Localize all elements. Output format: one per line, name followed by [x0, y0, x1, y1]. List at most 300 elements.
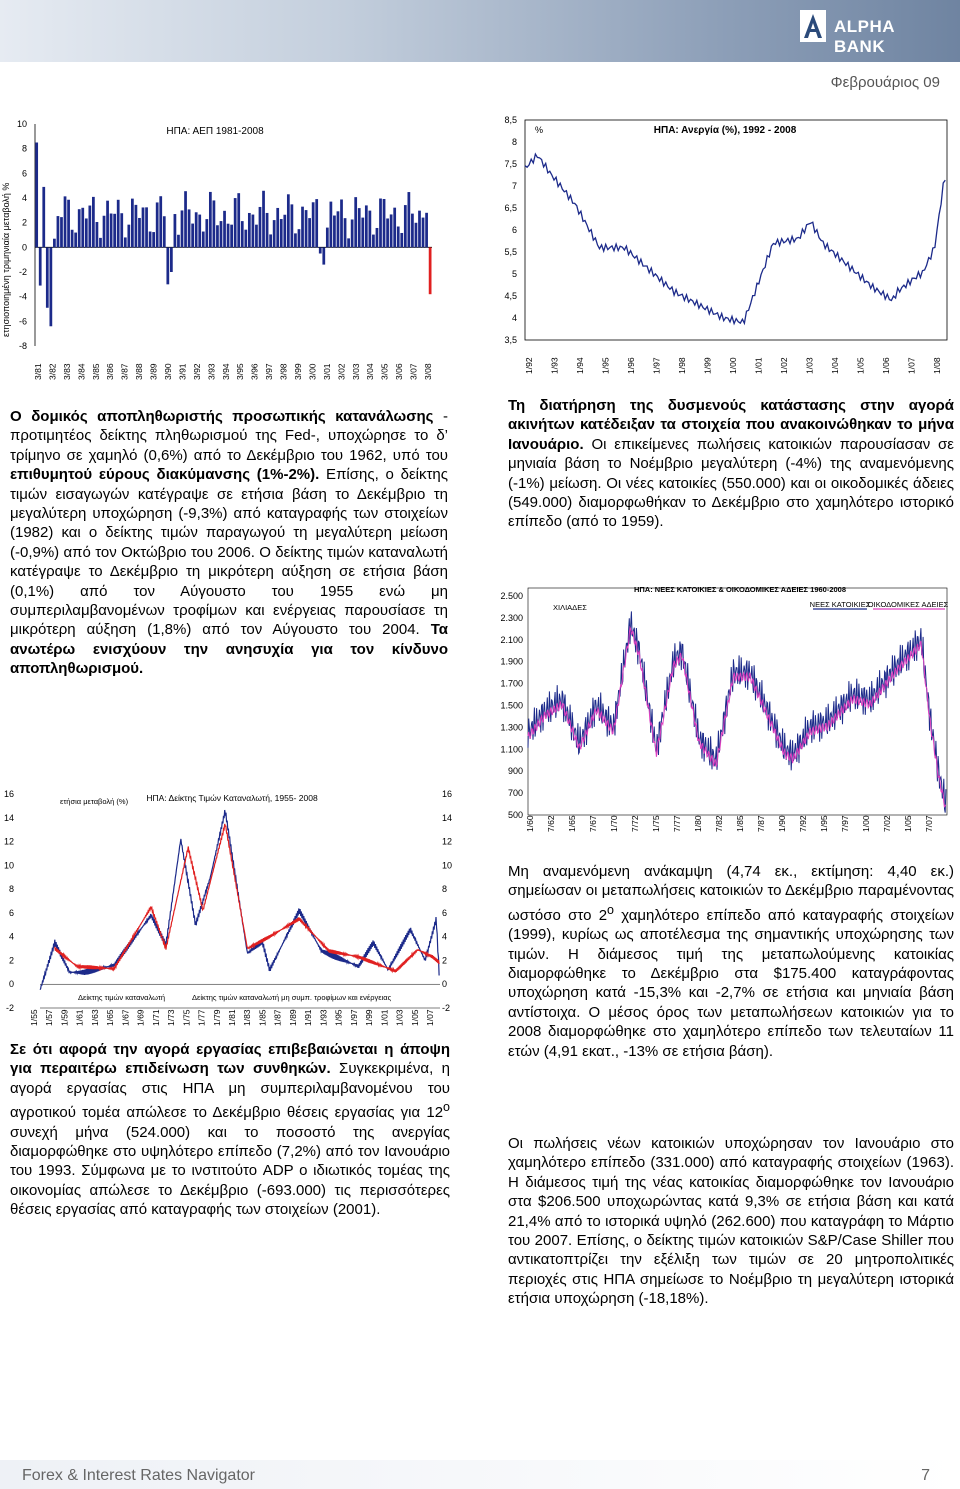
cpi-y-tick-left: 4 [8, 931, 14, 942]
cpi-y-tick-left: 6 [8, 907, 14, 918]
gdp-x-tick: 3/00 [307, 363, 318, 380]
unemp-y-tick: 5,5 [504, 247, 517, 257]
unemp-y-tick: 4 [511, 313, 517, 323]
gdp-x-tick: 3/03 [350, 363, 361, 380]
cpi-x-tick: 1/85 [257, 1009, 268, 1026]
gdp-x-tick: 3/91 [177, 363, 188, 380]
gdp-bar [188, 209, 191, 247]
cpi-y-tick-left: 2 [8, 955, 14, 966]
gdp-x-tick: 3/08 [423, 363, 433, 380]
gdp-x-tick: 3/01 [321, 363, 332, 380]
unemp-x-tick: 1/04 [830, 357, 840, 374]
housing-y-tick: 1.500 [500, 700, 523, 711]
gdp-bar [103, 216, 106, 248]
gdp-bar [393, 208, 396, 248]
gdp-bar [60, 217, 63, 247]
gdp-bar [152, 232, 155, 247]
gdp-bar [135, 205, 138, 247]
gdp-x-tick: 3/81 [33, 363, 43, 380]
gdp-bar [287, 194, 290, 247]
gdp-y-tick: 6 [21, 168, 27, 179]
gdp-bar [49, 247, 52, 326]
gdp-bar [322, 247, 325, 264]
housing-y-tick: 2.500 [500, 591, 523, 601]
cpi-x-tick: 1/63 [89, 1009, 100, 1026]
gdp-bar [372, 235, 375, 248]
unemp-x-tick: 1/00 [728, 357, 738, 374]
housing-x-tick: 7/62 [546, 815, 556, 832]
gdp-x-tick: 3/98 [278, 363, 289, 380]
gdp-title: ΗΠΑ: ΑΕΠ 1981-2008 [166, 126, 264, 137]
gdp-bar [166, 247, 169, 284]
gdp-bar [400, 233, 403, 247]
housing-x-tick: 7/82 [714, 815, 724, 832]
gdp-x-tick: 3/82 [47, 363, 58, 380]
gdp-y-tick: 10 [16, 119, 27, 129]
gdp-bar [138, 218, 141, 247]
gdp-bar [64, 196, 67, 247]
gdp-bar [209, 192, 212, 247]
gdp-x-tick: 3/99 [293, 363, 303, 380]
cpi-legend-headline: Δείκτης τιμών καταναλωτή [78, 993, 166, 1002]
p2-text-1: Οι επικείμενες πωλήσεις κατοικιών παρουσίασαν σε μηνιαία βάση το Νοέμβριο μεγαλύτερη (-4%) της αναμενόμενης (-1%) μείωση. Οι νέες κατοικίες (550.000) και οι οικοδομικές άδειες (549.000) διαμορφωθήκαν το Δεκέμβριο στο χαμηλότερο ιστορικό επίπεδο (από το 1959). [508, 435, 954, 531]
gdp-x-tick: 3/85 [90, 363, 101, 380]
report-date: Φεβρουάριος 09 [830, 74, 940, 91]
gdp-y-tick: -8 [18, 341, 27, 351]
gdp-bar [191, 224, 194, 248]
housing-x-tick: 1/80 [693, 815, 703, 832]
housing-frame [528, 588, 947, 815]
gdp-bar [255, 225, 258, 248]
cpi-y-tick-left: 12 [3, 836, 14, 847]
gdp-bar [315, 199, 318, 247]
cpi-x-tick: 1/97 [348, 1009, 359, 1026]
gdp-bar [131, 199, 134, 248]
cpi-x-tick: 1/91 [303, 1009, 314, 1026]
gdp-bar [376, 228, 379, 247]
cpi-x-tick: 1/03 [394, 1009, 405, 1026]
cpi-x-tick: 1/89 [287, 1009, 298, 1026]
housing-legend-permits: ΟΙΚΟΔΟΜΙΚΕΣ ΑΔΕΙΕΣ [867, 600, 949, 609]
gdp-bar [170, 247, 173, 272]
cpi-y-tick-right: 0 [442, 979, 448, 990]
gdp-bar [273, 220, 276, 247]
housing-y-tick: 700 [507, 788, 523, 799]
unemp-y-tick: 4,5 [504, 291, 517, 301]
housing-x-tick: 1/85 [735, 815, 745, 832]
p4-text-1: Μη αναμενόμενη ανάκαμψη (4,74 εκ., εκτίμηση: 4,40 εκ.) σημείωσαν οι μεταπωλήσεις κατοικιών το Δεκέμβριο παραμένοντας ωστόσο στο 2 [508, 863, 954, 924]
housing-x-tick: 1/05 [903, 815, 913, 832]
gdp-x-tick: 3/04 [365, 363, 376, 380]
gdp-x-tick: 3/07 [408, 363, 419, 380]
housing-y-tick: 1.300 [500, 722, 523, 733]
gdp-bar [407, 192, 410, 247]
gdp-bar [57, 216, 60, 247]
cpi-y-tick-right: 10 [442, 860, 453, 871]
gdp-y-tick: 2 [21, 217, 27, 228]
cpi-y-tick-right: 12 [442, 836, 453, 847]
housing-x-tick: 1/70 [609, 815, 619, 832]
unemp-unit: % [535, 125, 544, 135]
housing-y-tick: 2.100 [500, 634, 523, 645]
p5-text-1: Οι πωλήσεις νέων κατοικιών υποχώρησαν τον Ιανουάριο στο χαμηλότερο επίπεδο (331.000) από καταγραφής στοιχείων (1963). Η διάμεσος τιμή της νέας κατοικίας διαμορφώθηκε τον Ιανουάριο στα $206.500 υποχωρώντας κατά 9,3% σε ετήσια βάση και κατά 21,4% από το ιστορικά υψηλό (262.600) που καταγράφη το Μάρτιο του 2007. Επίσης, ο δείκτης τιμών κατοικιών S&P/Case Shiller που αντικατοπτρίζει την εξέλιξη των τιμών σε 20 μητροπολιτικές περιοχές στις ΗΠΑ σημείωσε το Νοέμβριο τη μεγαλύτερη ιστορικά ετήσια υποχώρηση (-18,18%). [508, 1135, 954, 1308]
gdp-x-tick: 3/97 [264, 363, 275, 380]
gdp-bar [159, 196, 162, 247]
gdp-bar [347, 238, 350, 247]
alpha-logo-icon [800, 10, 826, 42]
unemp-x-tick: 1/06 [881, 357, 891, 374]
unemp-x-tick: 1/99 [702, 357, 713, 374]
p2-bold-1: Τη διατήρηση της δυσμενούς κατάστασης στην αγορά ακινήτων κατέδειξαν τα στοιχεία που ανακοινώθηκαν το μήνα Ιανουάριο. [508, 397, 954, 453]
unemp-x-tick: 1/93 [549, 357, 560, 374]
cpi-x-tick: 1/69 [135, 1009, 146, 1026]
gdp-bar [145, 207, 148, 247]
gdp-bar [213, 200, 216, 247]
housing-y-tick: 1.100 [500, 744, 523, 755]
gdp-bar [127, 225, 130, 248]
gdp-bar [425, 213, 428, 248]
housing-x-tick: 7/92 [798, 815, 808, 832]
gdp-bar [259, 207, 262, 247]
unemployment-chart [495, 112, 955, 392]
cpi-x-tick: 1/87 [272, 1009, 283, 1026]
gdp-bar [252, 215, 255, 248]
housing-x-tick: 7/02 [882, 815, 892, 832]
cpi-x-tick: 1/67 [120, 1009, 131, 1026]
gdp-bar [85, 218, 88, 247]
cpi-chart [0, 784, 460, 1029]
gdp-bar [383, 199, 386, 247]
gdp-bar [92, 197, 95, 247]
gdp-bar [53, 239, 56, 248]
cpi-y-tick-right: 6 [442, 907, 448, 918]
cpi-x-tick: 1/99 [364, 1009, 375, 1026]
p1-text-2: Επίσης, ο δείκτης τιμών εισαγωγών κατέγραψε σε ετήσια βάση το Δεκέμβριο τη μεγαλύτερη υποχώρηση (-9,3%) από καταγραφής των στοιχείων (1982) και ο δείκτης τιμών παραγωγού τη μεγαλύτερη μείωση (-0,9%) από τον Οκτώβριο του 2006. Ο δείκτης τιμών καταναλωτή κατέγραψε το Δεκέμβριο τη μικρότερη αύξηση σε ετήσια βάση (0,1%) από τον Αύγουστο του 1955 ενώ μη συμπεριλαμβανομένων τροφίμων και ενέργειας παρουσίασε τη μικρότερη αύξηση (1,8%) από τον Αύγουστο του 2004. [10, 466, 448, 639]
cpi-y-tick-right: 16 [442, 789, 453, 799]
housing-x-tick: 7/77 [672, 815, 682, 832]
unemp-x-tick: 1/07 [906, 357, 917, 374]
gdp-bar [308, 218, 311, 247]
gdp-bar [42, 187, 45, 247]
gdp-bar [106, 201, 109, 248]
paragraph-new-homes [508, 1134, 954, 1309]
gdp-bar [312, 202, 315, 247]
cpi-x-tick: 1/77 [196, 1009, 207, 1026]
unemp-x-tick: 1/98 [677, 357, 687, 374]
unemp-y-tick: 6,5 [504, 203, 517, 213]
gdp-bar [234, 198, 237, 247]
cpi-x-tick: 1/81 [227, 1009, 237, 1026]
gdp-y-tick: -2 [18, 267, 27, 277]
gdp-bar [266, 213, 269, 247]
gdp-bar [223, 211, 226, 248]
housing-x-tick: 7/87 [756, 815, 766, 832]
gdp-bar [340, 199, 343, 247]
gdp-x-tick: 3/96 [249, 363, 260, 380]
gdp-bar [411, 214, 414, 248]
gdp-bar [113, 214, 116, 248]
cpi-title: ΗΠΑ: Δείκτης Τιμών Καταναλωτή, 1955- 2008 [146, 793, 318, 803]
gdp-bar [404, 205, 407, 247]
housing-new-homes-line [528, 611, 946, 812]
gdp-bar [390, 214, 393, 247]
p3-sup: ο [443, 1100, 450, 1115]
housing-x-tick: 7/72 [630, 815, 640, 832]
gdp-bar [294, 233, 297, 247]
gdp-x-tick: 3/88 [134, 363, 145, 380]
gdp-y-tick: 8 [21, 143, 27, 154]
cpi-y-tick-right: 2 [442, 955, 448, 966]
cpi-y-tick-right: 14 [442, 812, 453, 823]
housing-x-tick: 7/67 [588, 815, 598, 832]
cpi-x-tick: 1/93 [318, 1009, 329, 1026]
unemp-y-tick: 6 [511, 225, 517, 235]
brand-name: ALPHA BANK [834, 17, 895, 56]
gdp-bar [337, 211, 340, 247]
gdp-bar [361, 218, 364, 248]
housing-x-tick: 1/00 [861, 815, 871, 832]
cpi-x-tick: 1/55 [29, 1009, 39, 1026]
p3-text-1: Συγκεκριμένα, η αγορά εργασίας στις ΗΠΑ μη συμπεριλαμβανομένου του αγροτικού τομέα απώλεσε το Δεκέμβριο θέσεις εργασίας για 12 [10, 1060, 450, 1122]
cpi-y-tick-left: 0 [8, 979, 14, 990]
page-number: 7 [921, 1467, 930, 1484]
gdp-bar [99, 238, 102, 247]
gdp-bar [344, 218, 347, 247]
cpi-y-tick-left: -2 [5, 1003, 14, 1013]
gdp-bar [330, 202, 333, 248]
cpi-x-tick: 1/75 [181, 1009, 192, 1026]
cpi-x-tick: 1/71 [150, 1009, 161, 1026]
p1-bold-2: επιθυμητού εύρους διακύμανσης (1%-2%). [10, 466, 320, 484]
unemp-y-tick: 7 [511, 181, 517, 191]
unemp-x-tick: 1/95 [600, 357, 611, 374]
housing-x-tick: 7/07 [924, 815, 934, 832]
gdp-y-axis-label: ετησιοποιημένη τριμηνιαία μεταβολή % [1, 182, 11, 337]
cpi-y-tick-right: 8 [442, 884, 448, 895]
cpi-x-tick: 1/05 [409, 1009, 420, 1026]
paragraph-resales [508, 862, 954, 1061]
gdp-bar [368, 211, 371, 248]
cpi-x-tick: 1/57 [44, 1009, 55, 1026]
cpi-y-tick-right: 4 [442, 931, 448, 942]
housing-y-tick: 500 [507, 810, 523, 820]
housing-starts-chart [495, 582, 955, 837]
gdp-bar [81, 208, 84, 248]
gdp-bar [120, 213, 123, 247]
gdp-bar [276, 208, 279, 247]
gdp-bar [386, 218, 389, 247]
gdp-bar [46, 247, 49, 307]
gdp-bar [283, 215, 286, 248]
gdp-bar [248, 213, 251, 247]
gdp-bar [124, 237, 127, 247]
gdp-x-tick: 3/89 [148, 363, 159, 380]
gdp-bar [418, 211, 421, 248]
gdp-bar [142, 207, 145, 247]
gdp-bar [156, 202, 159, 247]
gdp-bar [241, 221, 244, 247]
gdp-bar [71, 230, 74, 248]
gdp-bar [149, 232, 152, 248]
housing-unit: ΧΙΛΙΑΔΕΣ [553, 603, 587, 612]
housing-x-tick: 1/60 [525, 815, 535, 832]
gdp-bar [237, 193, 240, 247]
p3-text-2: συνεχή μήνα (524.000) και το ποσοστό της ανεργίας διαμορφώθηκε στο υψηλότερο επίπεδο (7,2%) από τον Ιανουάριο του 1993. Σύμφωνα με το ινστιτούτο ADP ο ιδιωτικός τομέας της οικονομίας απώλεσε το Δεκέμβριο (-693.000) τις περισσότερες θέσεις εργασίας από καταγραφής των στοιχείων (2001). [10, 1123, 450, 1219]
gdp-x-tick: 3/94 [220, 363, 231, 380]
unemp-x-tick: 1/97 [651, 357, 662, 374]
unemp-series-line [525, 154, 945, 324]
paragraph-labour [10, 1040, 450, 1220]
gdp-bar [262, 191, 265, 248]
gdp-bar [195, 212, 198, 247]
gdp-x-tick: 3/92 [191, 363, 202, 380]
gdp-bar [96, 222, 99, 247]
gdp-x-tick: 3/86 [105, 363, 116, 380]
gdp-bar [429, 247, 432, 294]
gdp-bar [230, 225, 233, 248]
gdp-x-tick: 3/05 [379, 363, 390, 380]
cpi-y-tick-left: 10 [3, 860, 14, 871]
p1-bold-3: Τα ανωτέρω ενισχύουν την ανησυχία για τον κίνδυνο αποπληθωρισμού. [10, 621, 448, 678]
gdp-bar [365, 205, 368, 247]
housing-permits-line [528, 628, 946, 808]
gdp-bar [163, 216, 166, 247]
gdp-bar [422, 218, 425, 248]
gdp-bar [280, 219, 283, 247]
cpi-x-tick: 1/61 [74, 1009, 85, 1026]
unemp-x-tick: 1/02 [779, 357, 789, 374]
unemp-y-tick: 8 [511, 137, 517, 147]
cpi-y-tick-right: -2 [442, 1003, 451, 1013]
gdp-bar [244, 230, 247, 248]
housing-x-tick: 1/90 [777, 815, 787, 832]
gdp-y-tick: 4 [21, 193, 27, 203]
unemp-title: ΗΠΑ: Ανεργία (%), 1992 - 2008 [653, 125, 797, 136]
housing-x-tick: 1/75 [651, 815, 661, 832]
housing-legend-new-homes: ΝΕΕΣ ΚΑΤΟΙΚΙΕΣ [809, 600, 871, 609]
cpi-y-tick-left: 8 [8, 884, 14, 895]
gdp-bar [198, 215, 201, 248]
gdp-bar [301, 207, 304, 248]
cpi-y-tick-left: 16 [3, 789, 14, 799]
unemp-y-tick: 5 [511, 269, 517, 279]
housing-x-tick: 7/97 [840, 815, 850, 832]
gdp-bar [88, 206, 91, 248]
gdp-x-tick: 3/90 [163, 363, 173, 380]
gdp-bar [354, 197, 357, 247]
gdp-chart [0, 112, 450, 392]
gdp-bar [397, 226, 400, 247]
gdp-bar [291, 204, 294, 247]
footer-title: Forex & Interest Rates Navigator [22, 1467, 255, 1484]
p4-sup: ο [607, 902, 614, 917]
gdp-bar [110, 214, 113, 248]
unemp-x-tick: 1/92 [524, 357, 534, 374]
gdp-bar [39, 247, 42, 285]
gdp-bar [319, 247, 322, 253]
gdp-bar [177, 235, 180, 248]
unemp-y-tick: 7,5 [504, 159, 517, 169]
gdp-bar [117, 200, 120, 248]
housing-y-tick: 900 [507, 766, 523, 777]
gdp-y-tick: -4 [18, 291, 27, 302]
gdp-bar [379, 199, 382, 248]
cpi-legend-core: Δείκτης τιμών καταναλωτή μη συμπ. τροφίμων και ενέργειας [192, 993, 392, 1002]
unemp-y-tick: 3,5 [504, 335, 517, 345]
gdp-bar [35, 143, 38, 248]
gdp-bar [358, 208, 361, 247]
unemp-x-tick: 1/08 [932, 357, 942, 374]
gdp-y-tick: 0 [21, 242, 27, 253]
housing-x-tick: 1/65 [567, 815, 577, 832]
gdp-bar [216, 225, 219, 247]
p1-text-1: - προτιμητέος δείκτης πληθωρισμού της Fed-, υποχώρησε το δ’ τρίμηνο σε χαμηλό (0,6%) από το Δεκέμβριο του 1962, υπό του [10, 408, 448, 464]
cpi-x-tick: 1/73 [166, 1009, 177, 1026]
p4-text-2: χαμηλότερο επίπεδο από καταγραφής στοιχείων (1999), κυρίως ως αποτέλεσμα της σημαντικής υποχώρησης των τιμών. Η διάμεσος τιμή της μεταπωλούμενης κατοικίας διαμορφώθηκε το Δεκέμβριο στα $175.400 καταγράφοντας υποχώρηση κατά -15,3% και -2,7% σε ετήσια και μηνιαία βάση αντίστοιχα. Ο μέσος όρος των μεταπωλήσεων κατοικιών για το 2008 διαμορφώθηκε στο χαμηλότερο επίπεδο των τελευταίων 11 ετών (4,91 εκατ., -13% σε ετήσια βάση). [508, 906, 954, 1060]
gdp-bar [227, 224, 230, 248]
cpi-unit: ετήσια μεταβολή (%) [60, 797, 129, 806]
gdp-bar [74, 233, 77, 248]
gdp-bar [333, 216, 336, 248]
paragraph-deflation [10, 407, 448, 679]
gdp-bar [415, 223, 418, 248]
gdp-bar [174, 214, 177, 247]
housing-y-tick: 1.700 [500, 678, 523, 689]
unemp-x-tick: 1/96 [626, 357, 636, 374]
gdp-bar [184, 191, 187, 247]
cpi-x-tick: 1/07 [425, 1009, 435, 1026]
cpi-x-tick: 1/79 [211, 1009, 222, 1026]
cpi-x-tick: 1/95 [333, 1009, 344, 1026]
gdp-x-tick: 3/83 [61, 363, 72, 380]
gdp-bar [351, 219, 354, 247]
p3-bold-1: Σε ότι αφορά την αγορά εργασίας επιβεβαιώνεται η άποψη για περαιτέρω επιδείνωση των συνθηκών. [10, 1041, 450, 1078]
unemp-y-tick: 8,5 [504, 115, 517, 125]
unemp-x-tick: 1/94 [575, 357, 585, 374]
gdp-y-tick: -6 [18, 316, 27, 327]
paragraph-housing [508, 396, 954, 532]
gdp-bar [326, 228, 329, 248]
gdp-bar [78, 209, 81, 247]
gdp-bar [298, 229, 301, 247]
gdp-x-tick: 3/84 [76, 363, 87, 380]
bank-logo [800, 8, 950, 56]
cpi-x-tick: 1/01 [379, 1009, 390, 1026]
gdp-x-tick: 3/87 [119, 363, 130, 380]
gdp-bar [202, 232, 205, 248]
housing-y-tick: 1.900 [500, 656, 523, 667]
housing-y-tick: 2.300 [500, 612, 523, 623]
unemp-x-tick: 1/03 [804, 357, 815, 374]
gdp-x-tick: 3/93 [206, 363, 217, 380]
gdp-bar [305, 210, 308, 247]
gdp-bar [67, 200, 70, 248]
gdp-bar [205, 219, 208, 247]
gdp-x-tick: 3/95 [235, 363, 246, 380]
gdp-x-tick: 3/02 [336, 363, 347, 380]
gdp-bar [269, 234, 272, 247]
housing-title: ΗΠΑ: ΝΕΕΣ ΚΑΤΟΙΚΙΕΣ & ΟΙΚΟΔΟΜΙΚΕΣ ΑΔΕΙΕΣ 1960-2008 [633, 585, 847, 594]
gdp-x-tick: 3/06 [394, 363, 405, 380]
gdp-bar [220, 221, 223, 247]
cpi-x-tick: 1/59 [59, 1009, 70, 1026]
housing-x-tick: 1/95 [819, 815, 829, 832]
unemp-x-tick: 1/01 [753, 357, 764, 374]
cpi-x-tick: 1/83 [242, 1009, 253, 1026]
unemp-x-tick: 1/05 [855, 357, 866, 374]
cpi-x-tick: 1/65 [105, 1009, 116, 1026]
p1-bold-1: Ο δομικός αποπληθωριστής προσωπικής κατανάλωσης [10, 408, 434, 425]
